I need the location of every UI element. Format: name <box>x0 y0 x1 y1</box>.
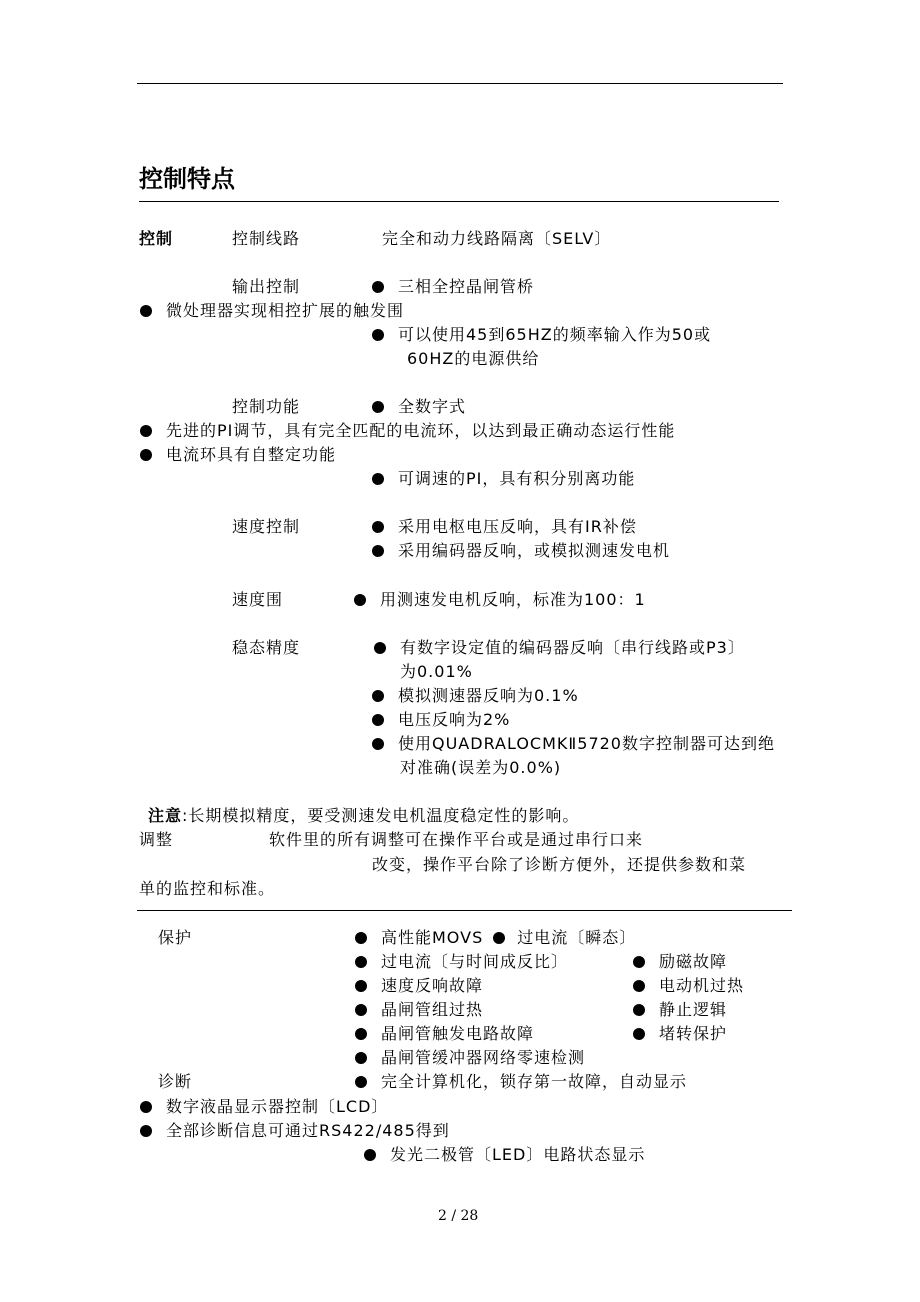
protection-item: 过电流〔与时间成反比〕 <box>355 952 568 972</box>
bullet-icon <box>372 545 384 557</box>
diagnosis-item: 数字液晶显示器控制〔LCD〕 <box>140 1097 388 1117</box>
bullet-icon <box>633 1028 645 1040</box>
bullet-icon <box>355 980 367 992</box>
function-item: 先进的PI调节，具有完全匹配的电流环，以达到最正确动态运行性能 <box>140 421 675 441</box>
bullet-icon <box>140 305 152 317</box>
bullet-icon <box>372 329 384 341</box>
range-item: 用测速发电机反响，标准为100：1 <box>354 590 646 610</box>
bullet-icon <box>355 1076 367 1088</box>
function-item: 全数字式 <box>372 397 466 417</box>
function-item: 可调速的PI，具有积分别离功能 <box>372 469 635 489</box>
adjust-label: 调整 <box>139 830 174 849</box>
precision-item-cont: 为0.01% <box>400 662 473 681</box>
protection-item: 晶闸管触发电路故障 <box>355 1024 534 1044</box>
precision-item: 有数字设定值的编码器反响〔串行线路或P3〕 <box>374 638 745 658</box>
speed-item: 采用编码器反响，或模拟测速发电机 <box>372 541 670 561</box>
speed-label: 速度控制 <box>232 517 301 536</box>
output-label: 输出控制 <box>232 277 301 296</box>
bullet-icon <box>140 425 152 437</box>
bullet-icon <box>633 980 645 992</box>
output-item-cont: 60HZ的电源供给 <box>407 349 540 368</box>
bullet-icon <box>372 738 384 750</box>
bullet-icon <box>140 1125 152 1137</box>
bullet-icon <box>355 1004 367 1016</box>
circuit-value: 完全和动力线路隔离〔SELV〕 <box>382 229 612 248</box>
adjust-text: 改变，操作平台除了诊断方便外，还提供参数和菜 <box>372 855 747 874</box>
precision-item: 使用QUADRALOCMKⅡ5720数字控制器可达到绝 <box>372 734 775 754</box>
header-rule <box>137 83 783 84</box>
protection-item: 晶闸管缓冲器网络零速检测 <box>355 1048 585 1068</box>
control-label: 控制 <box>139 229 174 248</box>
bullet-icon <box>372 401 384 413</box>
protection-item: 晶闸管组过热 <box>355 1000 483 1020</box>
function-item: 电流环具有自整定功能 <box>140 445 336 465</box>
bullet-icon <box>354 594 366 606</box>
protection-item: 励磁故障 <box>633 952 727 972</box>
output-item: 可以使用45到65HZ的频率输入作为50或 <box>372 325 711 345</box>
bullet-icon <box>372 714 384 726</box>
precision-item: 模拟测速器反响为0.1% <box>372 686 579 706</box>
precision-label: 稳态精度 <box>232 638 301 657</box>
circuit-label: 控制线路 <box>232 229 301 248</box>
diagnosis-item: 发光二极管〔LED〕电路状态显示 <box>364 1145 645 1165</box>
function-label: 控制功能 <box>232 397 301 416</box>
speed-item: 采用电枢电压反响，具有IR补偿 <box>372 517 637 537</box>
output-item: 微处理器实现相控扩展的触发围 <box>140 301 404 321</box>
note-label: 注意 <box>148 806 183 825</box>
bullet-icon <box>140 449 152 461</box>
bullet-icon <box>355 932 367 944</box>
bullet-icon <box>633 956 645 968</box>
protection-item: 电动机过热 <box>633 976 744 996</box>
bullet-icon <box>355 1052 367 1064</box>
diagnosis-label: 诊断 <box>158 1072 193 1091</box>
page-number: 2 / 28 <box>438 1208 479 1224</box>
bullet-icon <box>374 642 386 654</box>
precision-item: 电压反响为2% <box>372 710 510 730</box>
note <box>148 806 579 826</box>
bullet-icon <box>355 1028 367 1040</box>
page-title: 控制特点 <box>139 165 235 193</box>
bullet-icon <box>355 956 367 968</box>
adjust-text: 软件里的所有调整可在操作平台或是通过串行口来 <box>269 830 644 849</box>
bullet-icon <box>372 690 384 702</box>
precision-item-cont: 对准确(误差为0.0%) <box>400 758 562 777</box>
protection-item: 速度反响故障 <box>355 976 483 996</box>
adjust-text: 单的监控和标准。 <box>139 879 276 898</box>
bullet-icon <box>140 1101 152 1113</box>
note-text: :长期模拟精度，要受测速发电机温度稳定性的影响。 <box>182 806 580 825</box>
bullet-icon <box>372 473 384 485</box>
protection-label: 保护 <box>158 928 193 947</box>
protection-item: 高性能MOVS 过电流〔瞬态〕 <box>355 928 636 948</box>
protection-item: 堵转保护 <box>633 1024 727 1044</box>
range-label: 速度围 <box>232 590 284 609</box>
output-item: 三相全控晶闸管桥 <box>372 277 534 297</box>
section-rule <box>137 910 792 911</box>
heading-rule <box>139 201 779 202</box>
diagnosis-item: 完全计算机化，锁存第一故障，自动显示 <box>355 1072 687 1092</box>
bullet-icon <box>372 281 384 293</box>
bullet-icon <box>372 521 384 533</box>
diagnosis-item: 全部诊断信息可通过RS422/485得到 <box>140 1121 450 1141</box>
bullet-icon <box>364 1149 376 1161</box>
bullet-icon <box>493 932 505 944</box>
protection-item: 静止逻辑 <box>633 1000 727 1020</box>
bullet-icon <box>633 1004 645 1016</box>
